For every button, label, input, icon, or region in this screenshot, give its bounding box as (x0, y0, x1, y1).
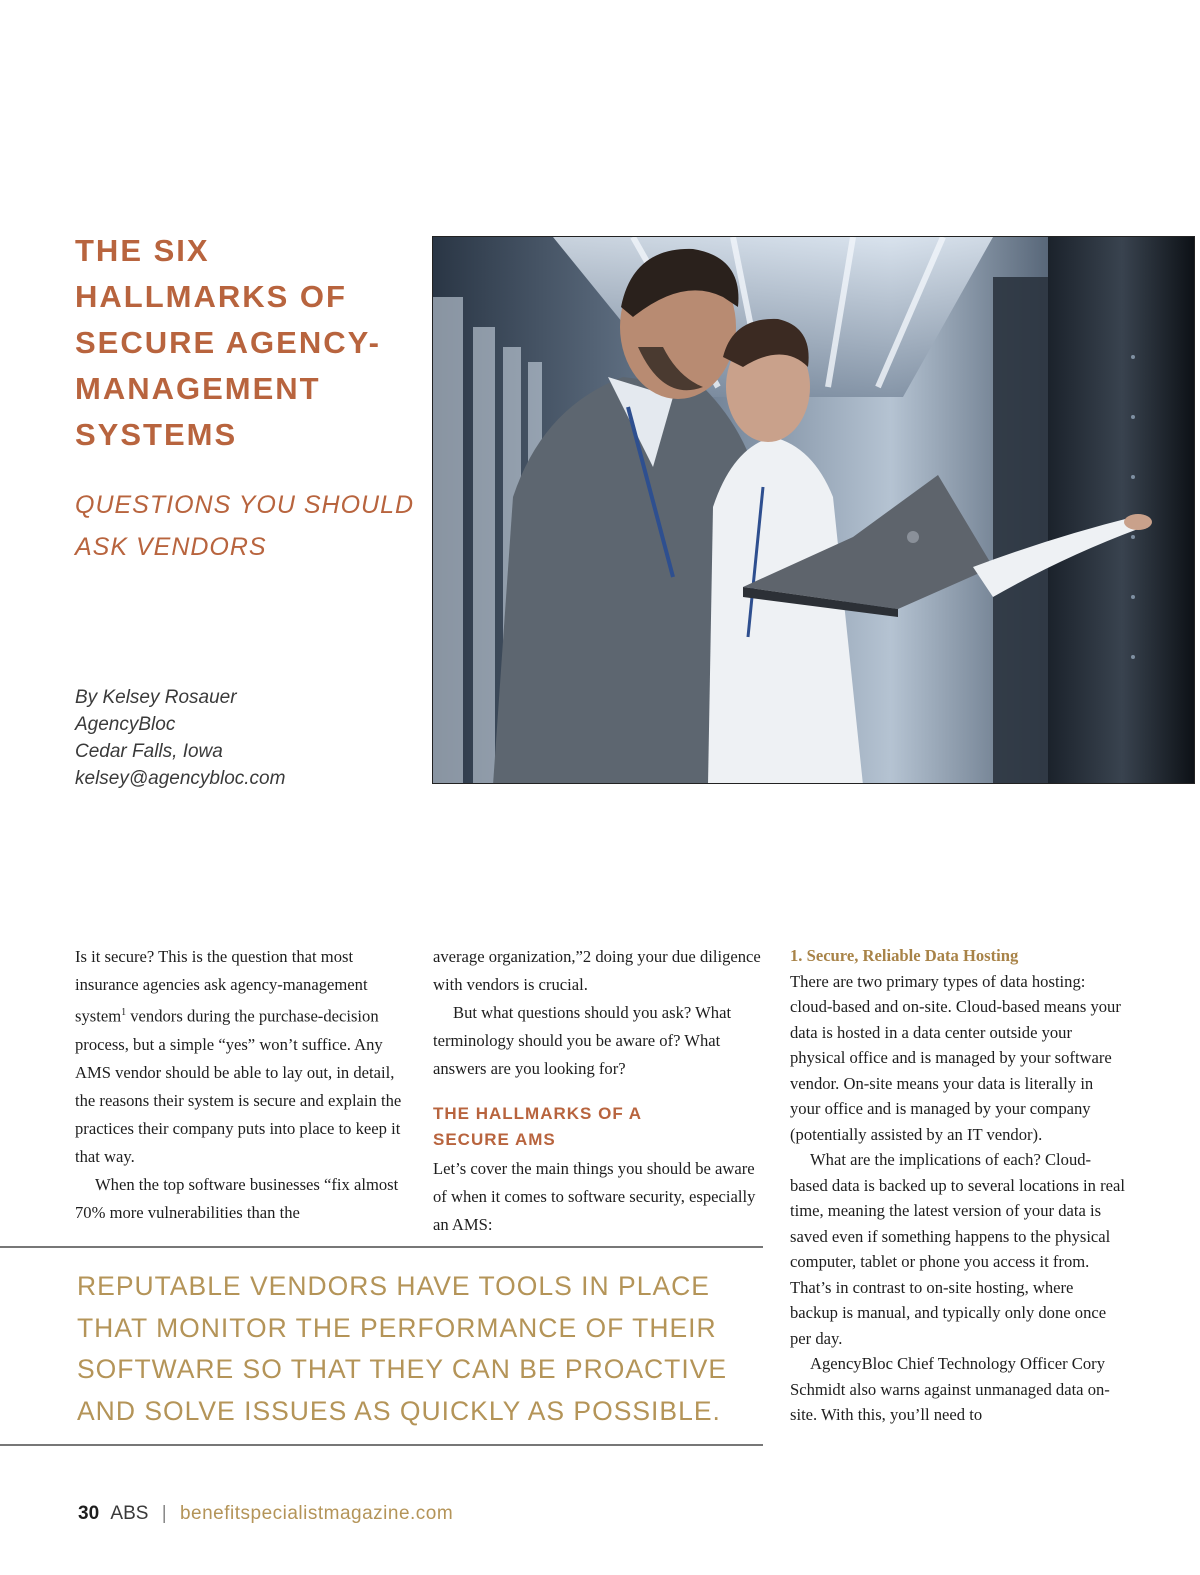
body-paragraph: AgencyBloc Chief Technology Officer Cory Schmidt also warns against unmanaged data on-site. With this, you’ll need to (790, 1354, 1110, 1424)
byline-location: Cedar Falls, Iowa (75, 741, 223, 762)
body-paragraph: What are the implications of each? Cloud-based data is backed up to several locations in real time, meaning the latest version of your data is saved even if something happens to the physical computer, tablet or phone you access it from. That’s in contrast to on-site hosting, where backup is manual, and typically only done once per day. (790, 1150, 1125, 1348)
byline-company: AgencyBloc (75, 714, 176, 735)
body-paragraph: There are two primary types of data hosting: cloud-based and on-site. Cloud-based means your data is hosted in a data center outside your physical office and is managed by your software vendor. On-site means your data is literally in your office and is managed by your company (potentially assisted by an IT vendor). (790, 971, 1121, 1144)
page-footer (78, 1503, 453, 1525)
subheading: THE HALLMARKS OF A SECURE AMS (433, 1104, 642, 1149)
byline (75, 684, 415, 792)
section-heading: 1. Secure, Reliable Data Hosting (790, 946, 1019, 965)
article-title: THE SIX HALLMARKS OF SECURE AGENCY-MANAGEMENT SYSTEMS (75, 233, 381, 452)
byline-email: kelsey@agencybloc.com (75, 768, 286, 789)
byline-author: By Kelsey Rosauer (75, 687, 237, 708)
pull-quote-text: REPUTABLE VENDORS HAVE TOOLS IN PLACE THAT MONITOR THE PERFORMANCE OF THEIR SOFTWARE SO THAT THEY CAN BE PROACTIVE AND SOLVE ISSUES AS QUICKLY AS POSSIBLE. (77, 1271, 728, 1426)
data-center-photo (432, 236, 1195, 784)
body-text: Is it secure? This is the question that most insurance agencies ask agency-management system (75, 947, 368, 1026)
article-subtitle: QUESTIONS YOU SHOULD ASK VENDORS (75, 491, 415, 561)
body-column-3 (790, 943, 1125, 1428)
pull-quote (0, 1246, 763, 1446)
magazine-url[interactable]: benefitspecialistmagazine.com (179, 1503, 454, 1524)
photo-illustration (433, 237, 1195, 784)
body-paragraph (75, 943, 405, 1171)
body-paragraph: average organization,”2 doing your due diligence with vendors is crucial. (433, 947, 761, 994)
body-column-1 (75, 943, 405, 1227)
magazine-abbreviation: ABS (110, 1503, 149, 1524)
footnote-marker: 1 (121, 1007, 127, 1018)
footer-separator: | (161, 1503, 167, 1524)
body-text: vendors during the purchase-decision process, but a simple “yes” won’t suffice. Any AMS vendor should be able to lay out, in detail, the reasons their system is secure and explain the practices their company puts into place to keep it that way. (75, 1006, 402, 1166)
body-paragraph: When the top software businesses “fix almost 70% more vulnerabilities than the (75, 1174, 399, 1222)
body-paragraph: But what questions should you ask? What terminology should you be aware of? What answers are you looking for? (433, 1003, 732, 1078)
body-column-2 (433, 943, 765, 1239)
body-paragraph: Let’s cover the main things you should be aware of when it comes to software security, especially an AMS: (433, 1159, 756, 1234)
page-number: 30 (78, 1503, 100, 1524)
